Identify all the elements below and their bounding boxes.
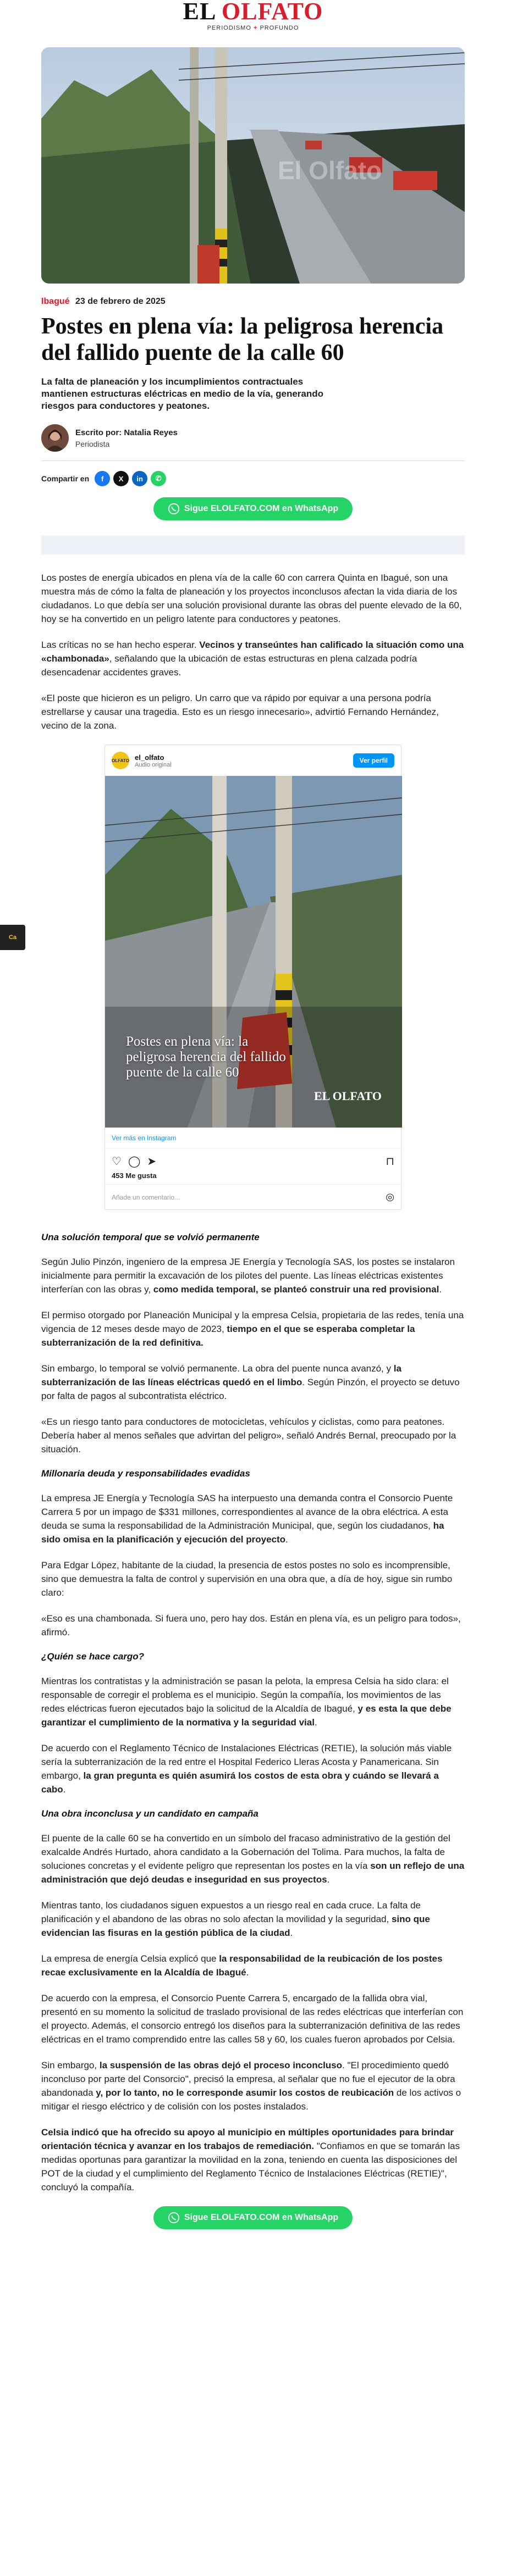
whatsapp-follow-label: Sigue ELOLFATO.COM en WhatsApp <box>184 504 339 513</box>
article-lead: La falta de planeación y los incumplimientos contractuales mantienen estructuras eléctricas en medio de la vía, generando riesgos para conductores y peatones. <box>41 376 324 411</box>
instagram-video[interactable] <box>105 776 402 1128</box>
hero-watermark: El Olfato <box>278 156 382 185</box>
paragraph: «El poste que hicieron es un peligro. Un carro que va rápido por equivar a una persona podría estrellarse y causar una tragedia. Esto es un riesgo innecesario», advirtió Fernando Hernández, vecino de la zona. <box>41 693 439 731</box>
paragraph: Según Julio Pinzón, ingeniero de la empresa JE Energía y Tecnología SAS, los postes se instalaron inicialmente para permitir la excavación de los pilotes del puente. Las líneas eléctricas existentes interferían con las obras y, como medida temporal, se planteó construir una red provisional. <box>41 1257 455 1295</box>
paragraph: Para Edgar López, habitante de la ciudad, la presencia de estos postes no solo es incomprensible, sino que demuestra la falta de control y supervisión en una obra que, a día de hoy, sigue sin rumbo claro: <box>41 1560 453 1598</box>
instagram-logo-icon[interactable]: ◎ <box>386 1191 394 1202</box>
article-title: Postes en plena vía: la peligrosa herencia del fallido puente de la calle 60 <box>41 314 444 365</box>
hero-image <box>41 47 465 284</box>
paragraph: Sin embargo, lo temporal se volvió permanente. La obra del puente nunca avanzó, y la subterranización de las líneas eléctricas quedó en el limbo. Según Pinzón, el proyecto se detuvo por falta de pagos al subcontratista eléctrico. <box>41 1363 460 1401</box>
author-role: Periodista <box>75 439 110 448</box>
category-link[interactable]: Ibagué <box>41 297 70 306</box>
paragraph: Mientras tanto, los ciudadanos siguen expuestos a un riesgo real en cada cruce. La falta de planificación y el abandono de las obras no solo afectan la movilidad y la seguridad, sino que evidencian las fisuras en la gestión pública de la ciudad. <box>41 1900 430 1938</box>
paragraph: De acuerdo con la empresa, el Consorcio Puente Carrera 5, encargado de la fallida obra vial, presentó en su momento la solicitud de traslado provisional de las redes eléctricas que interferían con el proyecto. Además, el consorcio entregó los diseños para la subterranización definitiva de las redes eléctricas en el tramo comprendido entre las calles 58 y 60, los cuales fueron aprobados por Celsia. <box>41 1993 464 2045</box>
instagram-watermark: EL OLFATO <box>314 1089 382 1103</box>
x-icon[interactable]: X <box>113 471 129 486</box>
whatsapp-icon <box>168 503 180 515</box>
instagram-subtitle: Audio original <box>135 761 172 768</box>
heart-icon[interactable]: ♡ <box>112 1156 122 1168</box>
author-avatar <box>41 424 69 452</box>
bookmark-icon[interactable]: ⊓ <box>386 1156 394 1168</box>
linkedin-icon[interactable]: in <box>132 471 147 486</box>
instagram-avatar[interactable]: OLFATO <box>112 752 129 769</box>
facebook-icon[interactable]: f <box>95 471 110 486</box>
author-name[interactable]: Escrito por: Natalia Reyes <box>75 428 178 437</box>
paragraph: El puente de la calle 60 se ha convertido en un símbolo del fracaso administrativo de la gestión del exalcalde Andrés Hurtado, ahora candidato a la Gobernación del Tolima. Para muchos, la falta de soluciones concretas y el evidente peligro que representan los postes en la vía son un reflejo de una administración que dejó deudas e inseguridad en sus proyectos. <box>41 1833 465 1885</box>
view-profile-button[interactable]: Ver perfil <box>353 753 394 768</box>
instagram-caption: Postes en plena vía: la peligrosa herencia del fallido puente de la calle 60 <box>126 1034 286 1080</box>
paragraph: La empresa de energía Celsia explicó que la responsabilidad de la reubicación de los postes recae exclusivamente en la Alcaldía de Ibagué. <box>41 1953 443 1978</box>
ad-banner <box>41 536 465 554</box>
instagram-username[interactable]: el_olfato <box>135 753 164 762</box>
view-more-instagram-link[interactable]: Ver más en Instagram <box>105 1128 401 1149</box>
site-logo[interactable]: EL OLFATO <box>183 0 323 25</box>
section-heading: Millonaria deuda y responsabilidades evadidas <box>41 1468 250 1479</box>
paragraph: De acuerdo con el Reglamento Técnico de Instalaciones Eléctricas (RETIE), la solución más viable sería la subterranización de la red entre el Hospital Federico Lleras Acosta y Panamericana. Sin embargo, la gran pregunta es quién asumirá los costos de esta obra y cuándo se llevará a cabo. <box>41 1743 452 1795</box>
publish-date: 23 de febrero de 2025 <box>75 297 166 306</box>
site-tagline: PERIODISMO + PROFUNDO <box>207 25 299 31</box>
paragraph: «Eso es una chambonada. Si fuera uno, pero hay dos. Están en plena vía, es un peligro para todos», afirmó. <box>41 1613 461 1637</box>
share-bar <box>41 471 465 486</box>
whatsapp-icon <box>168 2212 180 2224</box>
send-icon[interactable]: ➤ <box>147 1156 157 1168</box>
comment-icon[interactable]: ◯ <box>128 1156 141 1168</box>
paragraph: Sin embargo, la suspensión de las obras dejó el proceso inconcluso. "El procedimiento quedó inconcluso por parte del Consorcio", precisó la empresa, al señalar que no fue el ejecutor de la obra abandonada y, por lo tanto, no le corresponde asumir los costos de reubicación de los activos o mitigar el riesgo eléctrico y de colisión con los postes instalados. <box>41 2060 461 2112</box>
paragraph: Los postes de energía ubicados en plena vía de la calle 60 con carrera Quinta en Ibagué, son una muestra más de cómo la falta de planeación y los proyectos inconclusos afectan la vida diaria de los ciudadanos. Lo que debía ser una solución provisional durante las obras del puente elevado de la 60, hoy se ha convertido en un peligro latente para conductores y peatones. <box>41 573 462 624</box>
article-body <box>41 571 465 2194</box>
whatsapp-follow-button-bottom[interactable] <box>153 2206 353 2229</box>
site-header <box>0 0 506 31</box>
author-box <box>41 424 465 452</box>
instagram-likes: 453 Me gusta <box>112 1172 157 1180</box>
section-heading: Una obra inconclusa y un candidato en campaña <box>41 1808 258 1819</box>
paragraph: Mientras los contratistas y la administración se pasan la pelota, la empresa Celsia ha sido clara: el responsable de corregir el problema es el municipio. Según la compañía, los movimientos de las redes eléctricas fueron ejecutados bajo la solicitud de la Alcaldía de Ibagué, y es esta la que debe garantizar el cumplimiento de la normativa y la seguridad vial. <box>41 1676 452 1728</box>
instagram-embed <box>105 745 402 1210</box>
share-label: Compartir en <box>41 474 90 483</box>
whatsapp-share-icon[interactable]: ✆ <box>151 471 166 486</box>
article-meta <box>41 297 465 307</box>
divider <box>41 460 465 461</box>
paragraph: «Es un riesgo tanto para conductores de motocicletas, vehículos y ciclistas, como para peatones. Debería haber al menos señales que advirtan del peligro», señaló Andrés Bernal, preocupado por la situación. <box>41 1417 457 1454</box>
paragraph: El permiso otorgado por Planeación Municipal y la empresa Celsia, propietaria de las redes, tenía una vigencia de 12 meses desde mayo de 2023, tiempo en el que se esperaba completar la subterranización de la red definitiva. <box>41 1310 464 1348</box>
paragraph: Las críticas no se han hecho esperar. Vecinos y transeúntes han calificado la situación como una «chambonada», señalando que la ubicación de estas estructuras en plena calzada podría desencadenar accidentes graves. <box>41 640 464 678</box>
whatsapp-follow-button[interactable] <box>153 497 353 520</box>
section-heading: ¿Quién se hace cargo? <box>41 1651 145 1662</box>
article <box>41 47 465 2229</box>
paragraph: Celsia indicó que ha ofrecido su apoyo al municipio en múltiples oportunidades para brindar orientación técnica y avanzar en los trabajos de remediación. "Confiamos en que se tomarán las medidas oportunas para garantizar la movilidad en la zona, teniendo en cuenta las disposiciones del POT de la ciudad y el cumplimiento del Reglamento Técnico de Instalaciones Eléctricas (RETIE)", concluyó la compañía. <box>41 2127 460 2192</box>
paragraph: La empresa JE Energía y Tecnología SAS ha interpuesto una demanda contra el Consorcio Puente Carrera 5 por un impago de $331 millones, correspondientes al avance de la obra eléctrica. A esta deuda se suma la responsabilidad de la Administración Municipal, que, según los ciudadanos, ha sido omisa en la planificación y ejecución del proyecto. <box>41 1493 453 1545</box>
instagram-comment-input[interactable]: Añade un comentario... <box>112 1193 180 1201</box>
whatsapp-follow-label: Sigue ELOLFATO.COM en WhatsApp <box>184 2213 339 2222</box>
section-heading: Una solución temporal que se volvió permanente <box>41 1232 260 1242</box>
side-floating-tab[interactable]: Ca <box>0 925 25 950</box>
